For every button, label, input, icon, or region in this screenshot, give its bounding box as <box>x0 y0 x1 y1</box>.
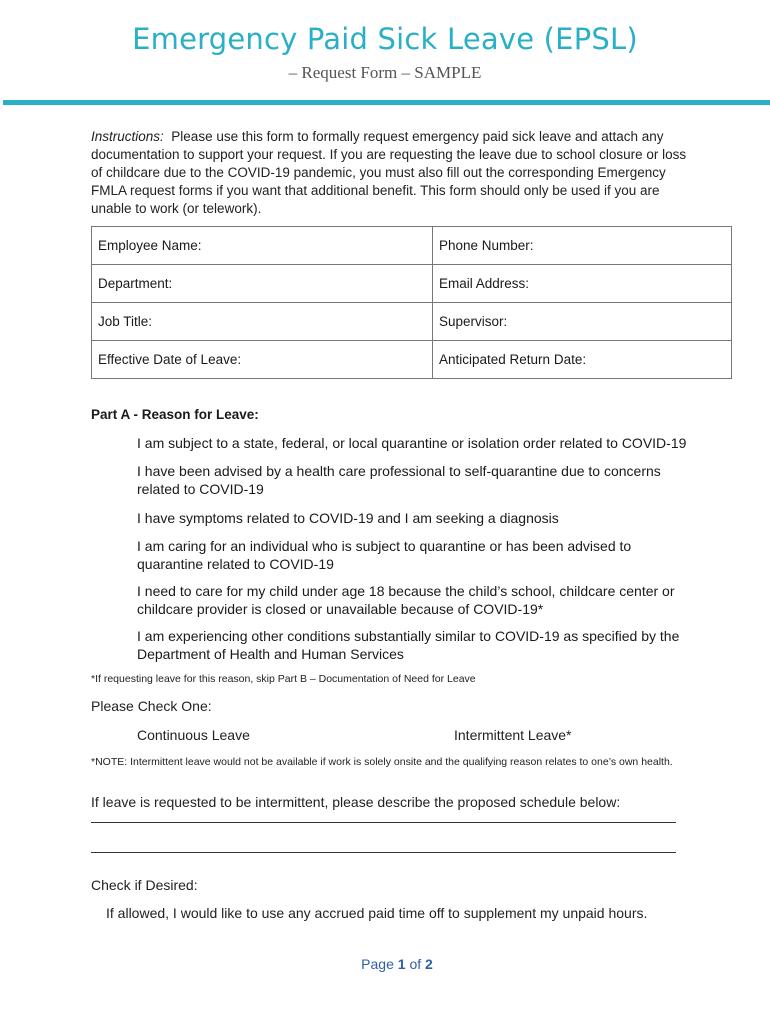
reason-option-quarantine-order[interactable]: I am subject to a state, federal, or local quarantine or isolation order related to COVID-19 <box>137 435 687 451</box>
pto-supplement-option[interactable]: If allowed, I would like to use any accrued paid time off to supplement my unpaid hours. <box>106 905 648 921</box>
reason-option-child-care[interactable]: I need to care for my child under age 18 because the child’s school, childcare center or childcare provider is closed or unavailable because of COVID-19* <box>137 583 675 617</box>
page-current: 1 <box>397 956 406 972</box>
phone-number-field[interactable]: Phone Number: <box>433 227 732 265</box>
instructions-text: Please use this form to formally request emergency paid sick leave and attach any documentation to support your request. If you are requesting the leave due to school closure or loss of childcare due to the COVID-19 pandemic, you must also fill out the corresponding Emergency FMLA request forms if you want that additional benefit. This form should only be used if you are unable to work (or telework). <box>91 129 687 216</box>
employee-info-table <box>91 226 732 379</box>
table-row <box>92 341 732 379</box>
job-title-field[interactable]: Job Title: <box>92 303 433 341</box>
table-row <box>92 227 732 265</box>
intermittent-note: *NOTE: Intermittent leave would not be available if work is solely onsite and the qualifying reason relates to one’s own health. <box>91 756 673 768</box>
page-total: 2 <box>425 956 433 972</box>
intermittent-leave-option[interactable]: Intermittent Leave* <box>454 727 572 743</box>
reason-option-caring-individual[interactable]: I am caring for an individual who is subject to quarantine or has been advised to quarantine related to COVID-19 <box>137 538 632 572</box>
reason-option-self-quarantine[interactable]: I have been advised by a health care professional to self-quarantine due to concerns related to COVID-19 <box>137 463 661 497</box>
return-date-field[interactable]: Anticipated Return Date: <box>433 341 732 379</box>
header-rule <box>3 100 770 105</box>
reason-option-other-conditions[interactable]: I am experiencing other conditions substantially similar to COVID-19 as specified by the Department of Health and Human Services <box>137 628 680 662</box>
reason-option-symptoms[interactable]: I have symptoms related to COVID-19 and I am seeking a diagnosis <box>137 510 559 526</box>
page-title: Emergency Paid Sick Leave (EPSL) <box>132 22 638 56</box>
page-word: Page <box>361 956 394 972</box>
employee-name-field[interactable]: Employee Name: <box>92 227 433 265</box>
instructions <box>91 128 691 218</box>
continuous-leave-option[interactable]: Continuous Leave <box>137 727 250 743</box>
page-subtitle: – Request Form – SAMPLE <box>288 63 482 82</box>
check-if-desired-label: Check if Desired: <box>91 877 198 893</box>
instructions-label: Instructions: <box>91 129 164 144</box>
schedule-prompt: If leave is requested to be intermittent, please describe the proposed schedule below: <box>91 794 621 810</box>
schedule-line-2[interactable] <box>91 852 676 853</box>
effective-date-field[interactable]: Effective Date of Leave: <box>92 341 433 379</box>
table-row <box>92 303 732 341</box>
schedule-line-1[interactable] <box>91 822 676 823</box>
page-number <box>0 956 770 972</box>
of-word: of <box>409 956 422 972</box>
supervisor-field[interactable]: Supervisor: <box>433 303 732 341</box>
check-one-label: Please Check One: <box>91 698 212 714</box>
part-a-heading: Part A - Reason for Leave: <box>91 407 259 422</box>
email-address-field[interactable]: Email Address: <box>433 265 732 303</box>
part-a-footnote: *If requesting leave for this reason, skip Part B – Documentation of Need for Leave <box>91 673 476 685</box>
table-row <box>92 265 732 303</box>
department-field[interactable]: Department: <box>92 265 433 303</box>
